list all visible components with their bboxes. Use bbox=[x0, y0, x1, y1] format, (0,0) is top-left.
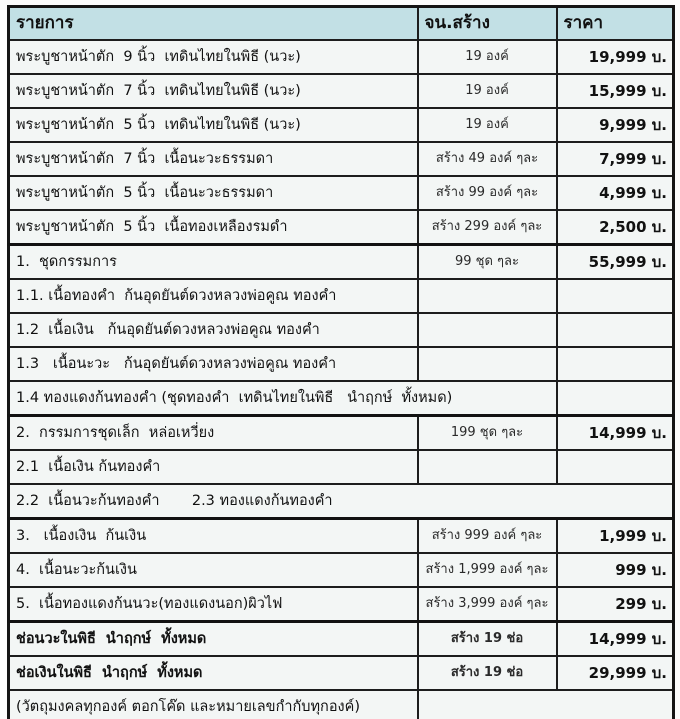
price-cell: 29,999 บ. bbox=[557, 656, 674, 690]
empty-cell-merged bbox=[418, 690, 674, 719]
price-cell: 55,999 บ. bbox=[557, 245, 674, 280]
item-cell: พระบูชาหน้าตัก 5 นิ้ว เทดินไทยในพิธี (นวะ) bbox=[9, 108, 418, 142]
item-cell: พระบูชาหน้าตัก 5 นิ้ว เนื้อทองเหลืองรมดำ bbox=[9, 210, 418, 245]
qty-cell bbox=[418, 279, 557, 313]
table-row bbox=[9, 656, 674, 690]
item-cell: 3. เนื้องเงิน ก้นเงิน bbox=[9, 519, 418, 554]
table-row bbox=[9, 279, 674, 313]
table-row-span-two bbox=[9, 381, 674, 416]
item-cell: 4. เนื้อนะวะก้นเงิน bbox=[9, 553, 418, 587]
table-row-section-start bbox=[9, 416, 674, 451]
qty-cell: 99 ชุด ๆละ bbox=[418, 245, 557, 280]
price-cell: 4,999 บ. bbox=[557, 176, 674, 210]
footnote-cell: (วัตถุมงคลทุกองค์ ตอกโค๊ด และหมายเลขกำกับทุกองค์) bbox=[9, 690, 418, 719]
item-cell: พระบูชาหน้าตัก 5 นิ้ว เนื้อนะวะธรรมดา bbox=[9, 176, 418, 210]
table-row bbox=[9, 347, 674, 381]
item-cell: พระบูชาหน้าตัก 7 นิ้ว เนื้อนะวะธรรมดา bbox=[9, 142, 418, 176]
qty-cell: สร้าง 1,999 องค์ ๆละ bbox=[418, 553, 557, 587]
qty-cell: 199 ชุด ๆละ bbox=[418, 416, 557, 451]
item-cell: ช่อนวะในพิธี นำฤกษ์ ทั้งหมด bbox=[9, 622, 418, 657]
item-cell-full: 2.2 เนื้อนวะก้นทองคำ 2.3 ทองแดงก้นทองคำ bbox=[9, 484, 674, 519]
item-cell: พระบูชาหน้าตัก 9 นิ้ว เทดินไทยในพิธี (นวะ) bbox=[9, 40, 418, 74]
price-cell bbox=[557, 347, 674, 381]
item-cell: 2. กรรมการชุดเล็ก หล่อเหวี่ยง bbox=[9, 416, 418, 451]
header-row bbox=[9, 7, 674, 41]
qty-cell: 19 องค์ bbox=[418, 40, 557, 74]
qty-cell bbox=[418, 347, 557, 381]
qty-cell bbox=[418, 450, 557, 484]
table-row bbox=[9, 210, 674, 245]
price-cell bbox=[557, 279, 674, 313]
table-row bbox=[9, 108, 674, 142]
price-cell: 19,999 บ. bbox=[557, 40, 674, 74]
qty-cell: สร้าง 3,999 องค์ ๆละ bbox=[418, 587, 557, 622]
qty-cell: สร้าง 99 องค์ ๆละ bbox=[418, 176, 557, 210]
price-cell: 7,999 บ. bbox=[557, 142, 674, 176]
item-cell: 1.2 เนื้อเงิน ก้นอุดยันต์ดวงหลวงพ่อคูณ ทองคำ bbox=[9, 313, 418, 347]
table-row bbox=[9, 176, 674, 210]
price-cell: 15,999 บ. bbox=[557, 74, 674, 108]
price-cell: 1,999 บ. bbox=[557, 519, 674, 554]
table-row bbox=[9, 40, 674, 74]
qty-cell: สร้าง 299 องค์ ๆละ bbox=[418, 210, 557, 245]
qty-cell: สร้าง 19 ช่อ bbox=[418, 622, 557, 657]
price-cell bbox=[557, 313, 674, 347]
price-cell bbox=[557, 381, 674, 416]
qty-cell: สร้าง 19 ช่อ bbox=[418, 656, 557, 690]
table-row-footnote bbox=[9, 690, 674, 719]
column-header-item: รายการ bbox=[9, 7, 418, 41]
item-cell-merged: 1.4 ทองแดงก้นทองคำ (ชุดทองคำ เทดินไทยในพิธี นำฤกษ์ ทั้งหมด) bbox=[9, 381, 557, 416]
table-row-section-start bbox=[9, 622, 674, 657]
item-cell: 5. เนื้อทองแดงก้นนวะ(ทองแดงนอก)ผิวไฟ bbox=[9, 587, 418, 622]
column-header-price: ราคา bbox=[557, 7, 674, 41]
qty-cell: 19 องค์ bbox=[418, 108, 557, 142]
item-cell: 1.3 เนื้อนะวะ ก้นอุดยันต์ดวงหลวงพ่อคูณ ทองคำ bbox=[9, 347, 418, 381]
table-row-section-start bbox=[9, 245, 674, 280]
qty-cell: สร้าง 999 องค์ ๆละ bbox=[418, 519, 557, 554]
item-cell: ช่อเงินในพิธี นำฤกษ์ ทั้งหมด bbox=[9, 656, 418, 690]
table-row bbox=[9, 74, 674, 108]
table-row-full-span bbox=[9, 484, 674, 519]
price-cell bbox=[557, 450, 674, 484]
price-cell: 9,999 บ. bbox=[557, 108, 674, 142]
price-cell: 14,999 บ. bbox=[557, 416, 674, 451]
table-row bbox=[9, 587, 674, 622]
column-header-quantity: จน.สร้าง bbox=[418, 7, 557, 41]
qty-cell: สร้าง 49 องค์ ๆละ bbox=[418, 142, 557, 176]
price-cell: 14,999 บ. bbox=[557, 622, 674, 657]
item-cell: 2.1 เนื้อเงิน ก้นทองคำ bbox=[9, 450, 418, 484]
item-cell: พระบูชาหน้าตัก 7 นิ้ว เทดินไทยในพิธี (นวะ) bbox=[9, 74, 418, 108]
qty-cell bbox=[418, 313, 557, 347]
price-cell: 2,500 บ. bbox=[557, 210, 674, 245]
price-table bbox=[7, 5, 675, 719]
price-cell: 999 บ. bbox=[557, 553, 674, 587]
table-row bbox=[9, 142, 674, 176]
table-row bbox=[9, 450, 674, 484]
table-row bbox=[9, 313, 674, 347]
qty-cell: 19 องค์ bbox=[418, 74, 557, 108]
item-cell: 1.1. เนื้อทองคำ ก้นอุดยันต์ดวงหลวงพ่อคูณ ทองคำ bbox=[9, 279, 418, 313]
price-cell: 299 บ. bbox=[557, 587, 674, 622]
item-cell: 1. ชุดกรรมการ bbox=[9, 245, 418, 280]
table-row-section-start bbox=[9, 519, 674, 554]
table-row bbox=[9, 553, 674, 587]
